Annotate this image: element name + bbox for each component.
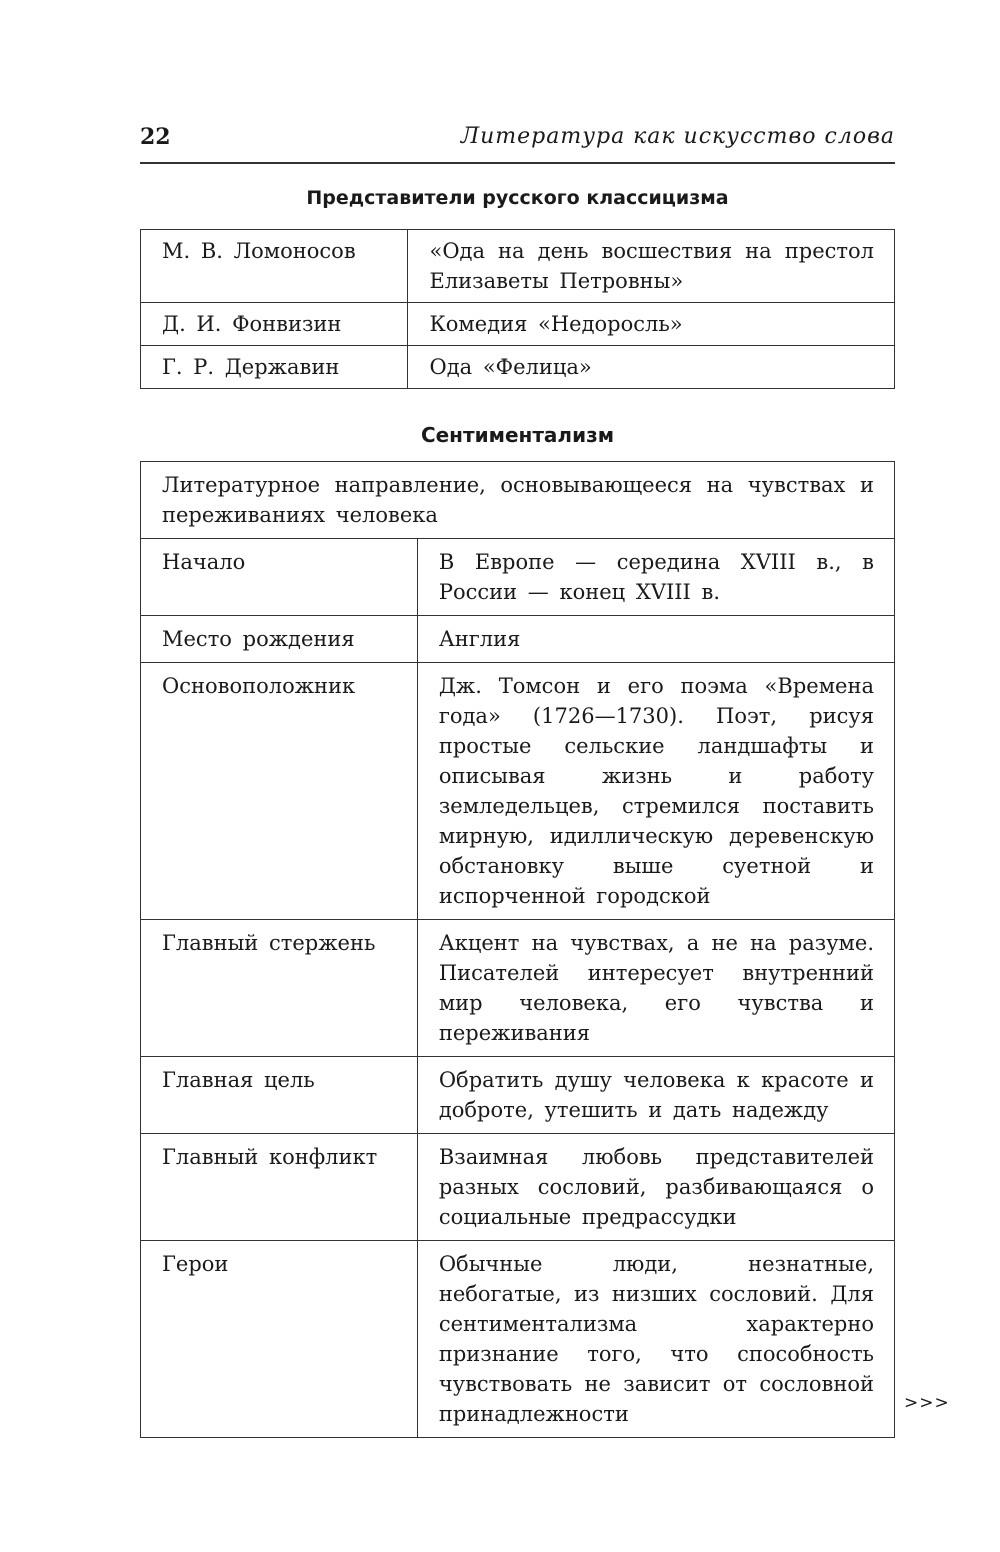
work-cell: Ода «Фелица» (408, 346, 895, 389)
author-cell: М. В. Ломоносов (141, 230, 408, 303)
row-label: Основоположник (141, 663, 418, 920)
definition-cell: Литературное направление, основывающееся на чувствах и переживаниях человека (141, 462, 895, 539)
row-label: Главный стержень (141, 920, 418, 1057)
row-label: Начало (141, 539, 418, 616)
table-row (141, 303, 895, 346)
page-header (140, 122, 895, 164)
work-cell: Комедия «Недоросль» (408, 303, 895, 346)
row-label: Главный конфликт (141, 1134, 418, 1241)
row-label: Главная цель (141, 1057, 418, 1134)
table-row (141, 920, 895, 1057)
table-row (141, 539, 895, 616)
table-row (141, 616, 895, 663)
table-row (141, 346, 895, 389)
sentimentalism-table-caption: Сентиментализм (420, 423, 615, 447)
author-cell: Д. И. Фонвизин (141, 303, 408, 346)
author-cell: Г. Р. Державин (141, 346, 408, 389)
table-row (141, 230, 895, 303)
page-number: 22 (140, 124, 171, 150)
row-label: Место рождения (141, 616, 418, 663)
table-row (141, 1134, 895, 1241)
row-value: Взаимная любовь представителей разных сословий, разбивающаяся о социальные предрассудки (417, 1134, 894, 1241)
table-row (141, 1241, 895, 1438)
definition-row (141, 462, 895, 539)
work-cell: «Ода на день восшествия на престол Елизаветы Петровны» (408, 230, 895, 303)
row-value: В Европе — середина XVIII в., в России — конец XVIII в. (417, 539, 894, 616)
row-value: Дж. Томсон и его поэма «Времена года» (1726—1730). Поэт, рисуя простые сельские ландшафты и описывая жизнь и работу земледельцев, стремился поставить мирную, идиллическую деревенскую обстановку выше суетной и испорченной городской (417, 663, 894, 920)
table-row (141, 663, 895, 920)
running-title: Литература как искусство слова (460, 124, 895, 149)
row-label: Герои (141, 1241, 418, 1438)
row-value: Обычные люди, незнатные, небогатые, из низших сословий. Для сентиментализма характерно признание того, что способность чувствовать не зависит от сословной принадлежности (417, 1241, 894, 1438)
row-value: Англия (417, 616, 894, 663)
classicism-table-caption: Представители русского классицизма (306, 187, 729, 209)
continuation-mark: >>> (904, 1393, 950, 1413)
table-row (141, 1057, 895, 1134)
sentimentalism-table (140, 461, 895, 1438)
classicism-table (140, 229, 895, 389)
row-value: Акцент на чувствах, а не на разуме. Писателей интересует внутренний мир человека, его чувства и переживания (417, 920, 894, 1057)
row-value: Обратить душу человека к красоте и доброте, утешить и дать надежду (417, 1057, 894, 1134)
